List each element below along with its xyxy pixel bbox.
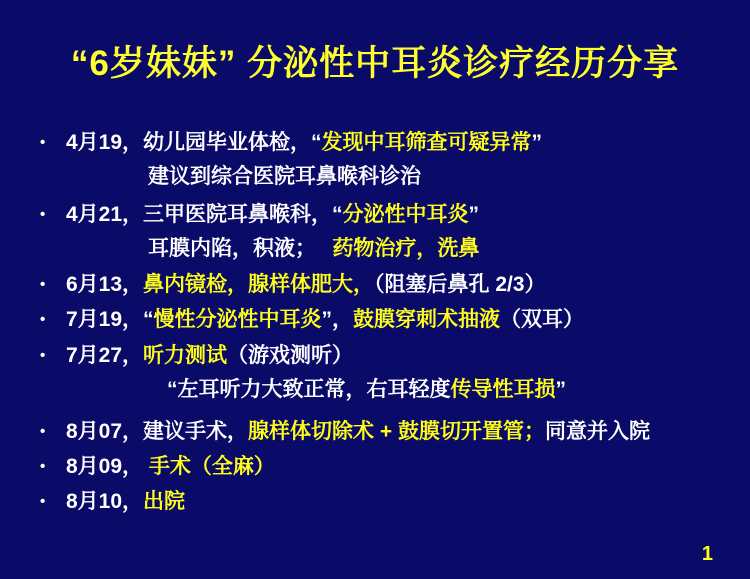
- text-segment: 鼓膜穿刺术抽液: [353, 308, 501, 331]
- bullet-content: [66, 131, 736, 189]
- text-segment: ”: [531, 131, 543, 154]
- bullet-line: [66, 237, 736, 261]
- page-number: 1: [701, 543, 713, 565]
- text-segment: 6月13，: [66, 273, 144, 296]
- text-segment: 出院: [143, 490, 186, 513]
- bullet-line: [66, 273, 736, 297]
- text-segment: “左耳听力大致正常，右耳轻度: [167, 378, 451, 401]
- bullet-line: [66, 490, 736, 514]
- bullet-item-8: [40, 490, 736, 514]
- text-segment: 耳膜内陷，积液；: [148, 237, 333, 260]
- slide-title: “6岁妹妹” 分泌性中耳炎诊疗经历分享: [70, 44, 680, 83]
- bullet-marker: •: [40, 493, 46, 510]
- text-segment: 传导性耳损: [450, 378, 556, 401]
- text-segment: 发现中耳筛查可疑异常: [321, 131, 532, 154]
- text-segment: 建议到综合医院耳鼻喉科诊治: [148, 165, 421, 188]
- bullet-item-5: [40, 344, 736, 402]
- text-segment: ”: [468, 203, 480, 226]
- bullet-content: [66, 203, 736, 261]
- text-segment: 腺样体切除术 + 鼓膜切开置管；: [248, 420, 545, 443]
- bullet-marker: •: [40, 134, 46, 151]
- bullet-item-4: [40, 308, 736, 332]
- bullet-item-1: [40, 131, 736, 189]
- bullet-content: [66, 273, 736, 297]
- bullet-marker: •: [40, 206, 46, 223]
- bullet-content: [66, 344, 736, 402]
- bullet-line: [66, 344, 736, 368]
- text-segment: （双耳）: [500, 308, 585, 331]
- bullet-marker: •: [40, 347, 46, 364]
- text-segment: （阻塞后鼻孔 2/3）: [374, 273, 546, 296]
- bullet-line: [66, 165, 736, 189]
- bullet-content: [66, 308, 736, 332]
- text-segment: 7月19，“: [66, 308, 154, 331]
- text-segment: （游戏测听）: [227, 344, 354, 367]
- bullet-marker: •: [40, 276, 46, 293]
- bullet-line: [66, 378, 736, 402]
- text-segment: 药物治疗，洗鼻: [332, 237, 480, 260]
- bullet-line: [66, 203, 736, 227]
- bullet-line: [66, 131, 736, 155]
- bullet-item-7: [40, 455, 736, 479]
- text-segment: 7月27，: [66, 344, 144, 367]
- bullet-content: [66, 490, 736, 514]
- text-segment: ”: [555, 378, 566, 401]
- text-segment: 手术（全麻）: [148, 455, 275, 478]
- text-segment: ”，: [321, 308, 354, 331]
- bullet-item-6: [40, 420, 736, 444]
- text-segment: 慢性分泌性中耳炎: [153, 308, 322, 331]
- bullet-marker: •: [40, 311, 46, 328]
- bullet-line: [66, 420, 736, 444]
- text-segment: 分泌性中耳炎: [342, 203, 469, 226]
- bullet-list: [40, 131, 736, 514]
- bullet-marker: •: [40, 458, 46, 475]
- bullet-item-2: [40, 203, 736, 261]
- text-segment: 同意并入院: [544, 420, 650, 443]
- bullet-line: [66, 308, 736, 332]
- bullet-item-3: [40, 273, 736, 297]
- bullet-marker: •: [40, 423, 46, 440]
- text-segment: 8月10，: [66, 490, 144, 513]
- text-segment: 4月21，三甲医院耳鼻喉科，“: [66, 203, 343, 226]
- text-segment: 8月07，建议手术，: [66, 420, 249, 443]
- bullet-line: [66, 455, 736, 479]
- bullet-content: [66, 420, 736, 444]
- text-segment: 8月09，: [66, 455, 149, 478]
- text-segment: 鼻内镜检，腺样体肥大，: [143, 273, 375, 296]
- text-segment: 4月19，幼儿园毕业体检，“: [66, 131, 322, 154]
- text-segment: 听力测试: [143, 344, 228, 367]
- bullet-content: [66, 455, 736, 479]
